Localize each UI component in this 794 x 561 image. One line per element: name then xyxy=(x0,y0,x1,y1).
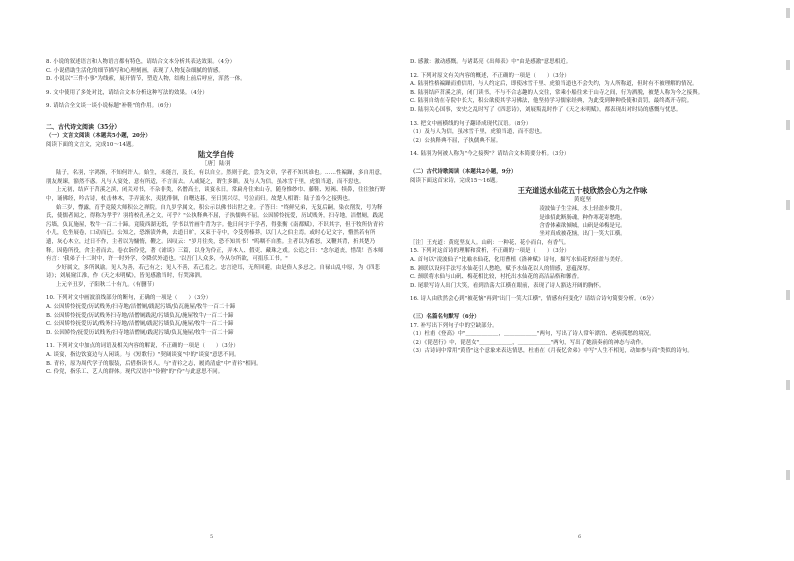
scan-mark xyxy=(786,200,790,210)
question-15: 15. 下列对这首诗的理解和赏析，不正确的一项是（ ）（3分） xyxy=(410,248,570,255)
question-11-option-a: A. 谈宴，指边饮宴边与人闲谈。与《短歌行》"契阔谈宴"中的"谈宴"意思不同。 xyxy=(46,352,240,359)
question-17-1: （1）杜甫《登高》中"＿＿＿＿＿＿，＿＿＿＿＿＿"两句，写出了诗人常年漂泊、老病孤愁的境况。 xyxy=(410,331,655,338)
question-17: 17. 补写出下列句子中的空缺部分。 xyxy=(410,322,498,329)
question-11-option-d: D. 感激：激动感慨。与诸葛亮《出师表》中"由是感激"意思相近。 xyxy=(410,59,572,65)
question-15-option-b: B. 颔联以设问手法写水仙花引人愁绝，赋予水仙花以人的情感，意蕴深厚。 xyxy=(410,265,594,272)
option-c: C. 小说借助生活化的细节描写和心理刻画，表现了人物复杂细腻的情感。 xyxy=(46,67,224,74)
scan-edge-marks xyxy=(786,0,792,561)
option-d: D. 小说以"三件小事"为线索，展开情节，塑造人物，结构上前后呼应，浑然一体。 xyxy=(46,76,246,83)
right-column xyxy=(410,58,755,356)
section-2-heading: 二、古代诗文阅读（35分） xyxy=(46,123,121,131)
question-8: 8. 小说的叙述语言和人物语言都有特色，请结合文本分析其表达效果。（4分） xyxy=(46,59,236,65)
question-11: 11. 下列对文中加点的词语及相关内容的解说，不正确的一项是（ ）（3分） xyxy=(46,343,239,350)
question-16: 16. 诗人由欣然会心到"被花恼"再到"出门一笑大江横"，情感有何变化？请结合诗句简要分析。（6分） xyxy=(410,296,657,303)
question-10: 10. 下列对文中画波浪线部分的断句，正确的一项是（ ）（3分） xyxy=(46,295,212,302)
poem-line-1: 凌波仙子生尘袜，水上轻盈步微月。 xyxy=(539,206,626,213)
poem-note: ［注］王充道：黄庭坚友人。山矾：一种花，花小而白，有香气。 xyxy=(410,239,570,246)
question-10-option-d: D. 公因矫怜/抚爱历试贱务/扫寺地洁僧厕/践泥污墙/负瓦施屋/牧牛一百二十蹄 xyxy=(46,329,234,336)
poem-reading-instruction: 阅读下面这首宋诗，完成15～16题。 xyxy=(410,177,501,184)
passage-title: 陆文学自传 xyxy=(198,150,234,160)
question-13-2: （2）公执释典不屈，子执儒典不屈。 xyxy=(410,137,502,144)
question-12-option-a: A. 陆羽性格褊躁而重信用，与人约定后，即使冰雪千里、虎狼当道也不会失约，为人所称道，但时有不被理解的情况。 xyxy=(410,81,698,88)
scan-mark xyxy=(786,290,790,300)
question-13: 13. 把文中画横线的句子翻译成现代汉语。（8分） xyxy=(410,120,532,127)
question-15-option-c: C. 颈联将水仙与山矾、梅花相比较，衬托出水仙花的高洁品格和馨香。 xyxy=(410,274,583,281)
reading-instruction: 阅读下面的文言文，完成10～14题。 xyxy=(46,141,137,148)
passage-paragraph-1: 陆子，名羽，字鸿渐，不知何许人。始生，未能言，及长，有以自立。然则于此，尝为文章，学者不知其谁也。……性褊躁，多自用意，朋友规谏，豁然不惑。凡与人宴处，意有所适，不言而去。人或疑之，谓生多瞋。及与人为信，虽冰雪千里，虎狼当道，而不愆也。 xyxy=(46,170,386,185)
scan-mark xyxy=(786,380,790,390)
question-11-option-b: B. 青衿，原为周代学子的服装，后借指读书人。与"青衿之志，履尚清虚"中"青衿"相同。 xyxy=(46,360,262,367)
page-number-right: 6 xyxy=(578,534,582,540)
question-13-1: （1）及与人为信，虽冰雪千里，虎狼当道，而不愆也。 xyxy=(410,129,546,136)
question-12-option-c: C. 陆羽自幼在寺院中长大，积公欲使其学习佛法，他坚持学习儒家经典，为此受到种种役使和责罚，最终离开寺院。 xyxy=(410,98,693,105)
left-column xyxy=(46,58,386,377)
question-17-2: （2）《琵琶行》中，琵琶女"＿＿＿＿＿＿，＿＿＿＿＿＿"两句，写出了她演奏前的神态与动作。 xyxy=(410,339,647,346)
scan-mark xyxy=(786,470,790,480)
question-12-option-b: B. 陆羽结庐苕溪之滨，闭门读书，不与不合志趣的人交往，常乘小船往来于山寺之间，行为洒脱，被楚人称为今之接舆。 xyxy=(410,89,704,96)
section-2b-heading: （二）古代诗歌阅读（本题共2小题，9分） xyxy=(410,168,517,175)
question-12: 12. 下列对原文有关内容的概述，不正确的一项是（ ）（3分） xyxy=(410,72,570,79)
poem-line-3: 含香体素欲倾城，山矾是弟梅是兄。 xyxy=(539,222,626,229)
poem-author: 黄庭坚 xyxy=(573,197,592,204)
passage-paragraph-5: 上元辛丑岁，子阳秋二十有九。（有删节） xyxy=(56,281,158,288)
scan-mark xyxy=(786,60,790,70)
poem-line-2: 是谁招此断肠魂，种作寒花寄愁绝。 xyxy=(539,214,626,221)
question-11-option-c: C. 伶党，指乐工、艺人的群体。现代汉语中"伶俐"的"伶"与此意思不同。 xyxy=(46,369,224,376)
question-12-option-d: D. 陆羽关心国事，安史之乱时写了《四悲诗》，刘展叛乱时作了《天之未明赋》，都表现出对时局的感慨与忧思。 xyxy=(410,106,682,113)
question-17-3: （3）古诗词中常用"黄昏"这个意象来表达情思，杜甫在《月夜忆舍弟》中写"人生不相见，动如参与商"类似的诗句。 xyxy=(410,348,693,355)
question-15-option-d: D. 尾联写诗人出门大笑，看到浩荡大江横在眼前，表现了诗人豁达开阔的胸怀。 xyxy=(410,282,605,289)
question-9: 9. 文中使用了多处对比，请结合文本分析这种写法的效果。（4分） xyxy=(46,89,208,96)
question-15-option-a: A. 首句以"凌波仙子"比喻水仙花，化用曹植《洛神赋》诗句，描写水仙花的轻盈与美好。 xyxy=(410,256,626,263)
question-10-option-b: B. 公因矫怜抚爱/历试贱务扫寺地/洁僧厕践泥/污墙负瓦/施屋牧牛/一百二十蹄 xyxy=(46,312,234,319)
section-3-heading: （三）名篇名句默写（6分） xyxy=(410,313,480,320)
passage-paragraph-4: 少好属文，多所讽谕。见人为善，若己有之；见人不善，若己羞之。忠言逆耳，无所回避，由是俗人多忌之。自禄山乱中原，为《四悲诗》；刘展窥江淮，作《天之未明赋》，皆见感激当时，行哭涕泗。 xyxy=(46,264,380,280)
passage-author: ［唐］陆羽 xyxy=(201,161,231,168)
page-number-left: 5 xyxy=(210,534,214,540)
poem-title: 王充道送水仙花五十枝欣然会心为之作咏 xyxy=(517,186,648,196)
passage-paragraph-2: 上元初，结庐于苕溪之滨，闭关对书，不杂非类，名僧高士，谈宴永日。常扁舟往来山寺，随身惟纱巾、藤鞋、短褐、犊鼻，往往独行野中，诵佛经，吟古诗，杖击林木，手弄流水，夷犹徘徊，自曙达暮，至日黑兴尽，号泣而归。故楚人相谓：陆子盖今之接舆也。 xyxy=(46,187,386,202)
question-9b: 9. 请结合全文谈一谈小说标题"补鞋"的作用。（6分） xyxy=(46,103,175,110)
section-2a-heading: （一）文言文阅读（本题共5小题，20分） xyxy=(46,132,151,139)
scan-mark xyxy=(786,120,790,130)
question-14: 14. 陆羽为何被人称为"今之接舆"？请结合文本简要分析。（3分） xyxy=(410,151,570,158)
poem-line-4: 坐对真成被花恼，出门一笑大江横。 xyxy=(539,231,626,238)
passage-paragraph-3: 始三岁，惸露，育乎竟陵大师积公之禅院。自九岁学属文，积公示以佛书出世之业。子答曰："终鲜兄弟，无复后嗣，染衣削发，号为释氏，使儒者闻之，得称为孝乎？羽将校孔圣之文，可乎？"公执释典不屈，子执儒典不屈。公因矫怜抚爱，历试贱务，扫寺地，洁僧厕，践泥污墙，负瓦施屋，牧牛一百二十蹄。竟陵西湖无纸，学书以竹画牛背为字。他日问字于学者，得张衡《南都赋》，不识其字，但于牧所仿青衿小儿，危坐展卷，口动而已。公知之，恐渐渍外典，去道日旷，又束于寺中，令芟剪榛莽，以门人之伯主焉。或时心记文字，懵然若有所遗，灰心木立，过日不作，主者以为慵惰，鞭之。因叹云："岁月往矣，恐不知其书！"呜咽不自胜。主者以为蓄怒，又鞭其背，折其楚乃释。因倦所役，舍主者而去。卷衣诣伶党，著《谑谈》三篇，以身为伶正，弄木人、假吏、藏珠之戏。公追之曰："念尔道丧，惜哉！吾本师有言：'我弟子十二时中，许一时外学，令降伏外道也。'以吾门人众多，今从尔所欲，可捐乐工书。" xyxy=(46,204,384,263)
scan-mark xyxy=(786,8,790,18)
question-10-option-c: C. 公因矫怜抚爱历试/贱务扫寺地/洁僧厕/践泥污墙负瓦/施屋/牧牛一百二十蹄 xyxy=(46,321,234,328)
question-10-option-a: A. 公因矫怜抚爱/历试贱务/扫寺地/洁僧厕/践泥污墙/负瓦施屋/牧牛一百二十蹄 xyxy=(46,304,236,311)
